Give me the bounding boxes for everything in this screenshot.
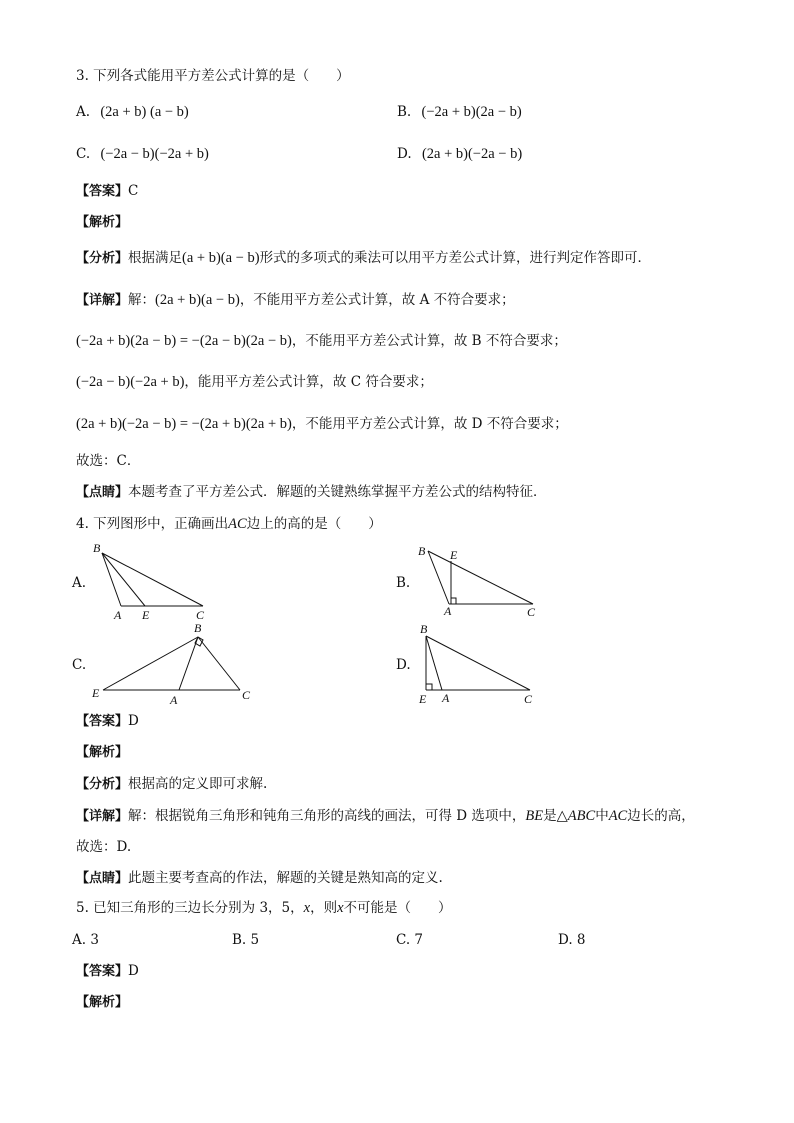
answer-tag: 【答案】 — [76, 964, 129, 979]
xiangjie-ac: AC — [608, 808, 628, 824]
fenxi-tag: 【分析】 — [76, 251, 129, 266]
fig-b-label-c: C — [527, 605, 536, 619]
q4-analysis — [76, 742, 128, 763]
fig-d-label-c: C — [524, 692, 533, 706]
q4-dianjing — [76, 868, 443, 889]
fig-b-label-b: B — [418, 544, 426, 558]
answer-value: D — [128, 713, 139, 729]
q5-stem-mid: ，则 — [310, 900, 338, 916]
analysis-tag: 【解析】 — [76, 215, 129, 230]
line3-math: (−2a − b)(−2a + b) — [76, 374, 185, 390]
answer-value: D — [128, 963, 139, 979]
q4-choose: 故选：D. — [76, 839, 132, 855]
fig-c-label-c: C — [242, 688, 251, 702]
q4-label-d: D. — [396, 657, 411, 673]
q3-option-d-expr: (2a + b)(−2a − b) — [421, 146, 523, 162]
dianjing-text: 本题考查了平方差公式．解题的关键熟练掌握平方差公式的结构特征． — [128, 484, 547, 500]
q4-fenxi — [76, 774, 267, 795]
q3-option-d-label: D. — [397, 146, 412, 162]
xiangjie-be: BE — [525, 808, 544, 824]
q5-option-c: C. 7 — [396, 932, 424, 948]
xiangjie-pre: 解：根据锐角三角形和钝角三角形的高线的画法，可得 D 选项中， — [128, 808, 526, 824]
xiangjie-triangle: △ABC — [556, 808, 596, 824]
fig-d-label-b: B — [420, 622, 428, 636]
xiangjie-mid2: 中 — [595, 808, 609, 824]
fig-c-label-e: E — [92, 686, 100, 700]
xiangjie-pre: 解： — [128, 292, 156, 308]
q5-stem-x: x — [303, 900, 311, 916]
q4-label-b: B. — [396, 575, 411, 591]
fenxi-tag: 【分析】 — [76, 777, 129, 792]
q4-stem-pre: 4. 下列图形中，正确画出 — [76, 516, 229, 532]
q4-label-a: A. — [72, 575, 87, 591]
q4-label-c: C. — [72, 657, 87, 673]
q3-option-b-expr: (−2a + b)(2a − b) — [421, 104, 522, 120]
dianjing-tag: 【点睛】 — [76, 485, 129, 500]
q3-option-c-label: C. — [76, 146, 91, 162]
line3-post: ，能用平方差公式计算，故 C 符合要求； — [184, 374, 433, 390]
answer-tag: 【答案】 — [76, 184, 129, 199]
fig-c-label-b: B — [194, 621, 202, 635]
q3-option-a-label: A. — [76, 104, 91, 120]
q3-option-c-expr: (−2a − b)(−2a + b) — [100, 146, 209, 162]
q5-stem-pre: 5. 已知三角形的三边长分别为 3，5， — [76, 900, 304, 916]
fig-d-label-a: A — [442, 691, 450, 705]
q5-option-d: D. 8 — [558, 932, 586, 948]
fig-b-label-e: E — [450, 548, 458, 562]
q5-answer — [76, 961, 139, 982]
q5-stem — [76, 898, 452, 918]
fenxi-text-2: 形式的多项式的乘法可以用平方差公式计算，进行判定作答即可． — [259, 250, 652, 266]
answer-value: C — [128, 183, 139, 199]
fig-c-label-a: A — [170, 693, 178, 707]
line4-math: (2a + b)(−2a − b) = −(2a + b)(2a + b) — [76, 416, 292, 432]
fig-d-label-e: E — [419, 692, 427, 706]
line2-math: (−2a + b)(2a − b) = −(2a − b)(2a − b) — [76, 333, 292, 349]
q4-xiangjie — [76, 806, 695, 827]
q3-stem: 3. 下列各式能用平方差公式计算的是（ ） — [76, 68, 350, 84]
q5-option-a: A. 3 — [72, 932, 99, 948]
dianjing-tag: 【点睛】 — [76, 871, 129, 886]
q5-option-b: B. 5 — [232, 932, 260, 948]
q4-stem-post: 边上的高的是（ ） — [246, 516, 382, 532]
xiangjie-tag: 【详解】 — [76, 809, 129, 824]
analysis-tag: 【解析】 — [76, 745, 129, 760]
q3-option-b-label: B. — [397, 104, 412, 120]
q5-stem-post: 不可能是（ ） — [343, 900, 452, 916]
line2-post: ，不能用平方差公式计算，故 B 不符合要求； — [291, 333, 567, 349]
fig-a-label-e: E — [142, 608, 150, 622]
q5-analysis — [76, 992, 128, 1013]
line4-post: ，不能用平方差公式计算，故 D 不符合要求； — [291, 416, 568, 432]
xiangjie-post: 边长的高， — [627, 808, 695, 824]
fig-a-label-b: B — [93, 541, 101, 555]
answer-tag: 【答案】 — [76, 714, 129, 729]
xiangjie-tag: 【详解】 — [76, 293, 129, 308]
xiangjie-post: ，不能用平方差公式计算，故 A 不符合要求； — [239, 292, 515, 308]
q4-stem-math: AC — [228, 516, 247, 532]
xiangjie-mid: 是 — [543, 808, 557, 824]
fenxi-text-1: 根据满足 — [128, 250, 183, 266]
q3-choose: 故选：C． — [76, 453, 141, 469]
fenxi-math: (a + b)(a − b) — [182, 250, 260, 266]
q3-option-a-expr: (2a + b) (a − b) — [100, 104, 189, 120]
q5-stem-x2: x — [337, 900, 344, 916]
fig-b-label-a: A — [444, 604, 452, 618]
analysis-tag: 【解析】 — [76, 995, 129, 1010]
xiangjie-math: (2a + b)(a − b) — [155, 292, 240, 308]
fig-a-label-c: C — [196, 608, 205, 622]
fig-a-label-a: A — [114, 608, 122, 622]
dianjing-text: 此题主要考查高的作法，解题的关键是熟知高的定义. — [128, 870, 443, 886]
fenxi-text: 根据高的定义即可求解. — [128, 776, 268, 792]
q4-answer — [76, 711, 139, 732]
